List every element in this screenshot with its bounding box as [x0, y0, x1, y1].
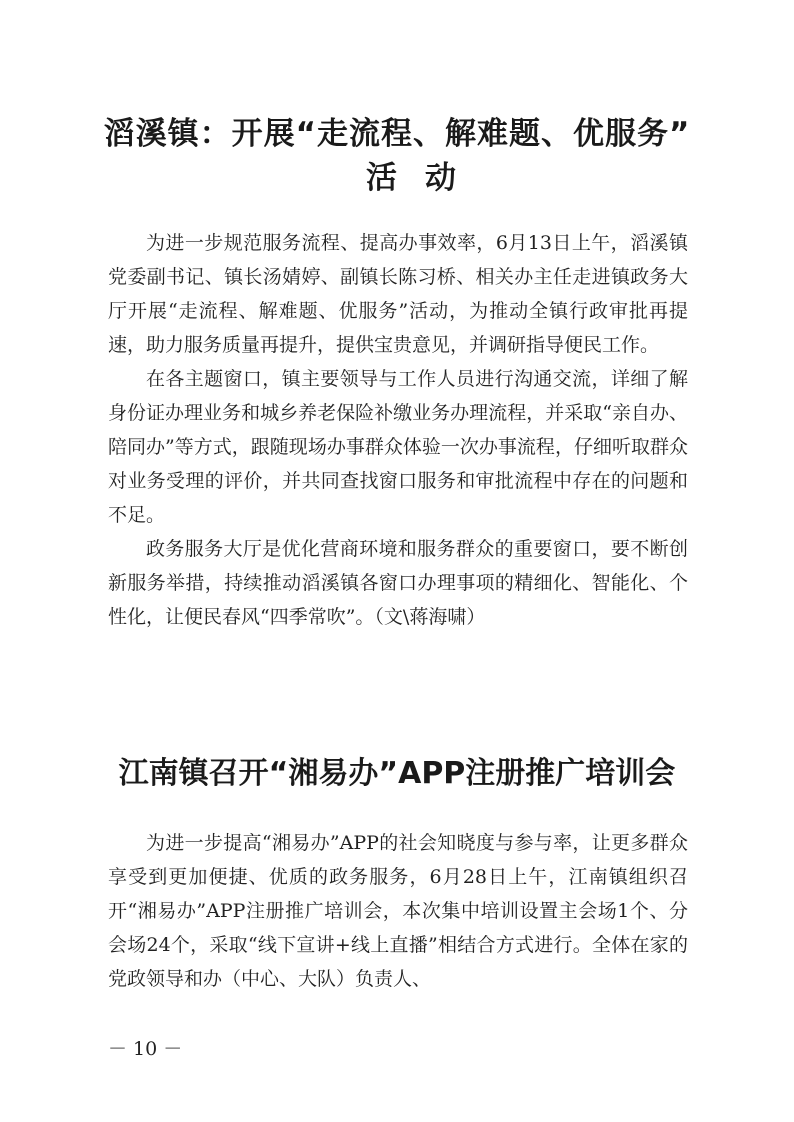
article2-title: 江南镇召开“湘易办”APP注册推广培训会 — [118, 756, 676, 791]
article1-body — [108, 226, 688, 634]
page-number: － 10 － — [108, 1038, 183, 1060]
article1-paragraph-2: 在各主题窗口，镇主要领导与工作人员进行沟通交流，详细了解身份证办理业务和城乡养老保险补缴业务办理流程，并采取“亲自办、陪同办”等方式，跟随现场办事群众体验一次办事流程，仔细听取群众对业务受理的评价，并共同查找窗口服务和审批流程中存在的问题和不足。 — [108, 368, 688, 526]
article2-paragraph-1: 为进一步提高“湘易办”APP的社会知晓度与参与率，让更多群众享受到更加便捷、优质的政务服务，6月28日上午，江南镇组织召开“湘易办”APP注册推广培训会，本次集中培训设置主会场1个、分会场24个，采取“线下宣讲+线上直播”相结合方式进行。全体在家的党政领导和办（中心、大队）负责人、 — [108, 832, 688, 990]
article2-body — [108, 826, 688, 996]
article1-title-line1: 滔溪镇：开展“走流程、解难题、优服务” — [103, 116, 691, 152]
article1-paragraph-3: 政务服务大厅是优化营商环境和服务群众的重要窗口，要不断创新服务举措，持续推动滔溪镇各窗口办理事项的精细化、智能化、个性化，让便民春风“四季常吹”。（文\蒋海啸） — [108, 538, 688, 628]
article1-title-line2: 活动 — [366, 160, 484, 196]
article1-paragraph-1: 为进一步规范服务流程、提高办事效率，6月13日上午，滔溪镇党委副书记、镇长汤婧婷、副镇长陈习桥、相关办主任走进镇政务大厅开展“走流程、解难题、优服务”活动，为推动全镇行政审批再提速，助力服务质量再提升，提供宝贵意见，并调研指导便民工作。 — [108, 232, 688, 356]
